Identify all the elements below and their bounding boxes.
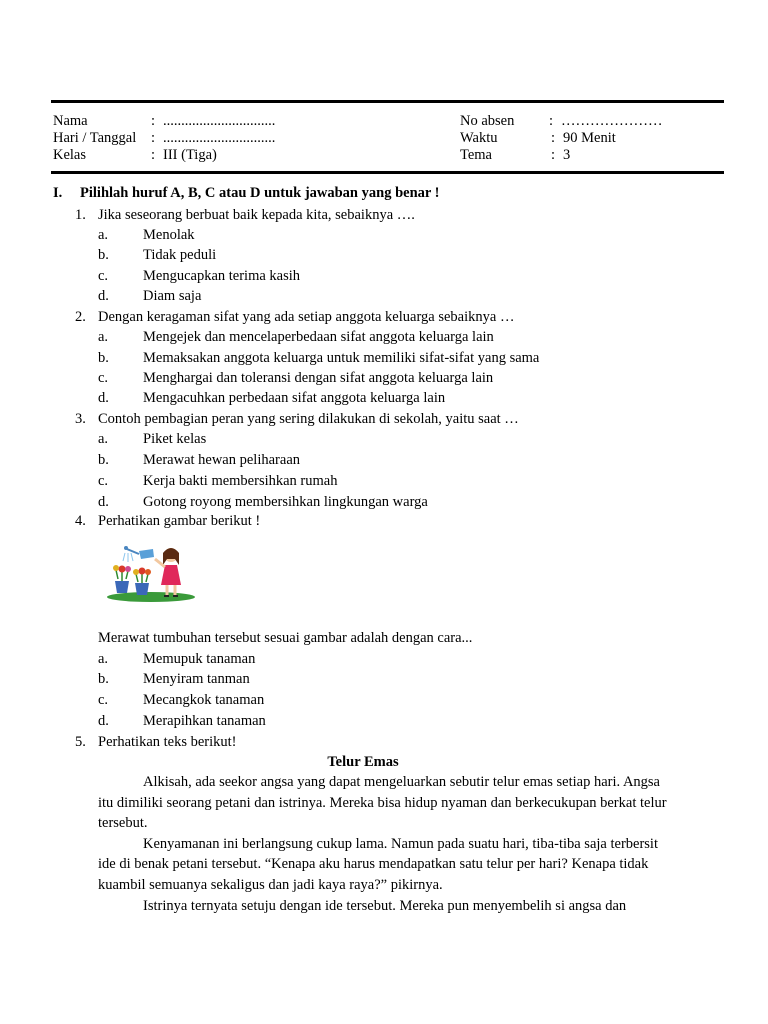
class-value: III (Tiga) bbox=[163, 147, 217, 163]
date-label: Hari / Tanggal bbox=[53, 130, 137, 146]
question-number: 5. bbox=[75, 734, 86, 750]
option-letter: b. bbox=[98, 350, 109, 366]
story-paragraph: Alkisah, ada seekor angsa yang dapat mengeluarkan sebutir telur emas setiap hari. Angsa itu dimiliki seorang petani dan istrinya. Mereka bisa hidup nyaman dan berkecukupan berkat telur tersebut. bbox=[98, 774, 667, 832]
absen-sep: : bbox=[549, 113, 554, 129]
option-letter: d. bbox=[98, 390, 109, 406]
option-letter: a. bbox=[98, 651, 109, 667]
absen-value: ………………… bbox=[561, 113, 663, 129]
option-letter: d. bbox=[98, 288, 109, 304]
option-letter: a. bbox=[98, 329, 109, 345]
option-letter: b. bbox=[98, 247, 109, 263]
option-letter: a. bbox=[98, 431, 109, 447]
theme-value: 3 bbox=[563, 147, 571, 163]
story-paragraph: Istrinya ternyata setuju dengan ide tersebut. Mereka pun menyembelih si angsa dan bbox=[143, 897, 627, 914]
option-text: Merapihkan tanaman bbox=[143, 713, 266, 729]
absen-label: No absen bbox=[460, 113, 515, 129]
theme-sep: : bbox=[551, 147, 556, 163]
section-number: I. bbox=[53, 185, 63, 201]
time-value: 90 Menit bbox=[563, 130, 616, 146]
question-number: 1. bbox=[75, 207, 86, 223]
name-label: Nama bbox=[53, 113, 88, 129]
question-text: Contoh pembagian peran yang sering dilakukan di sekolah, yaitu saat … bbox=[98, 411, 519, 427]
option-letter: d. bbox=[98, 494, 109, 510]
option-letter: c. bbox=[98, 268, 109, 284]
option-letter: d. bbox=[98, 713, 109, 729]
section-title bbox=[53, 185, 440, 202]
question-text: Jika seseorang berbuat baik kepada kita, sebaiknya …. bbox=[98, 207, 415, 223]
option-letter: b. bbox=[98, 452, 109, 468]
time-label: Waktu bbox=[460, 130, 498, 146]
question-number: 2. bbox=[75, 309, 86, 325]
option-text: Menghargai dan toleransi dengan sifat anggota keluarga lain bbox=[143, 370, 494, 386]
section-instruction: Pilihlah huruf A, B, C atau D untuk jawaban yang benar ! bbox=[80, 185, 440, 201]
girl-watering-flowers-icon bbox=[105, 543, 197, 603]
question-text: Dengan keragaman sifat yang ada setiap anggota keluarga sebaiknya … bbox=[98, 309, 515, 325]
question-4-prompt: Merawat tumbuhan tersebut sesuai gambar adalah dengan cara... bbox=[98, 630, 473, 646]
option-letter: b. bbox=[98, 671, 109, 687]
option-letter: c. bbox=[98, 370, 109, 386]
option-text: Memaksakan anggota keluarga untuk memiliki sifat-sifat yang sama bbox=[143, 350, 540, 366]
header-top-rule bbox=[51, 100, 724, 103]
question-number: 4. bbox=[75, 513, 86, 529]
option-text: Diam saja bbox=[143, 288, 202, 304]
option-text: Mengejek dan mencelaperbedaan sifat anggota keluarga lain bbox=[143, 329, 494, 345]
option-letter: c. bbox=[98, 473, 109, 489]
option-text: Merawat hewan peliharaan bbox=[143, 452, 301, 468]
option-text: Kerja bakti membersihkan rumah bbox=[143, 473, 338, 489]
option-text: Menyiram tanman bbox=[143, 671, 250, 687]
option-text: Mengacuhkan perbedaan sifat anggota keluarga lain bbox=[143, 390, 446, 406]
date-value: ............................... bbox=[163, 130, 276, 146]
option-text: Gotong royong membersihkan lingkungan warga bbox=[143, 494, 428, 510]
option-text: Menolak bbox=[143, 227, 195, 243]
option-text: Mecangkok tanaman bbox=[143, 692, 265, 708]
class-label: Kelas bbox=[53, 147, 87, 163]
name-sep: : bbox=[151, 113, 156, 129]
story-paragraph: Kenyamanan ini berlangsung cukup lama. Namun pada suatu hari, tiba-tiba saja terbersit ide di benak petani tersebut. “Kenapa aku harus mendapatkan satu telur per hari? Kenapa tidak kuambil semuanya sekaligus dan jadi kaya raya?” pikirnya. bbox=[98, 835, 658, 893]
date-sep: : bbox=[151, 130, 156, 146]
option-text: Memupuk tanaman bbox=[143, 651, 256, 667]
question-text: Perhatikan gambar berikut ! bbox=[98, 513, 261, 529]
option-letter: a. bbox=[98, 227, 109, 243]
story-title: Telur Emas bbox=[327, 754, 399, 770]
name-value: ............................... bbox=[163, 113, 276, 129]
option-text: Tidak peduli bbox=[143, 247, 217, 263]
question-number: 3. bbox=[75, 411, 86, 427]
option-text: Piket kelas bbox=[143, 431, 207, 447]
question-text: Perhatikan teks berikut! bbox=[98, 734, 237, 750]
class-sep: : bbox=[151, 147, 156, 163]
time-sep: : bbox=[551, 130, 556, 146]
theme-label: Tema bbox=[460, 147, 492, 163]
option-text: Mengucapkan terima kasih bbox=[143, 268, 301, 284]
header-bottom-rule bbox=[51, 171, 724, 174]
option-letter: c. bbox=[98, 692, 109, 708]
story-body bbox=[98, 772, 673, 916]
